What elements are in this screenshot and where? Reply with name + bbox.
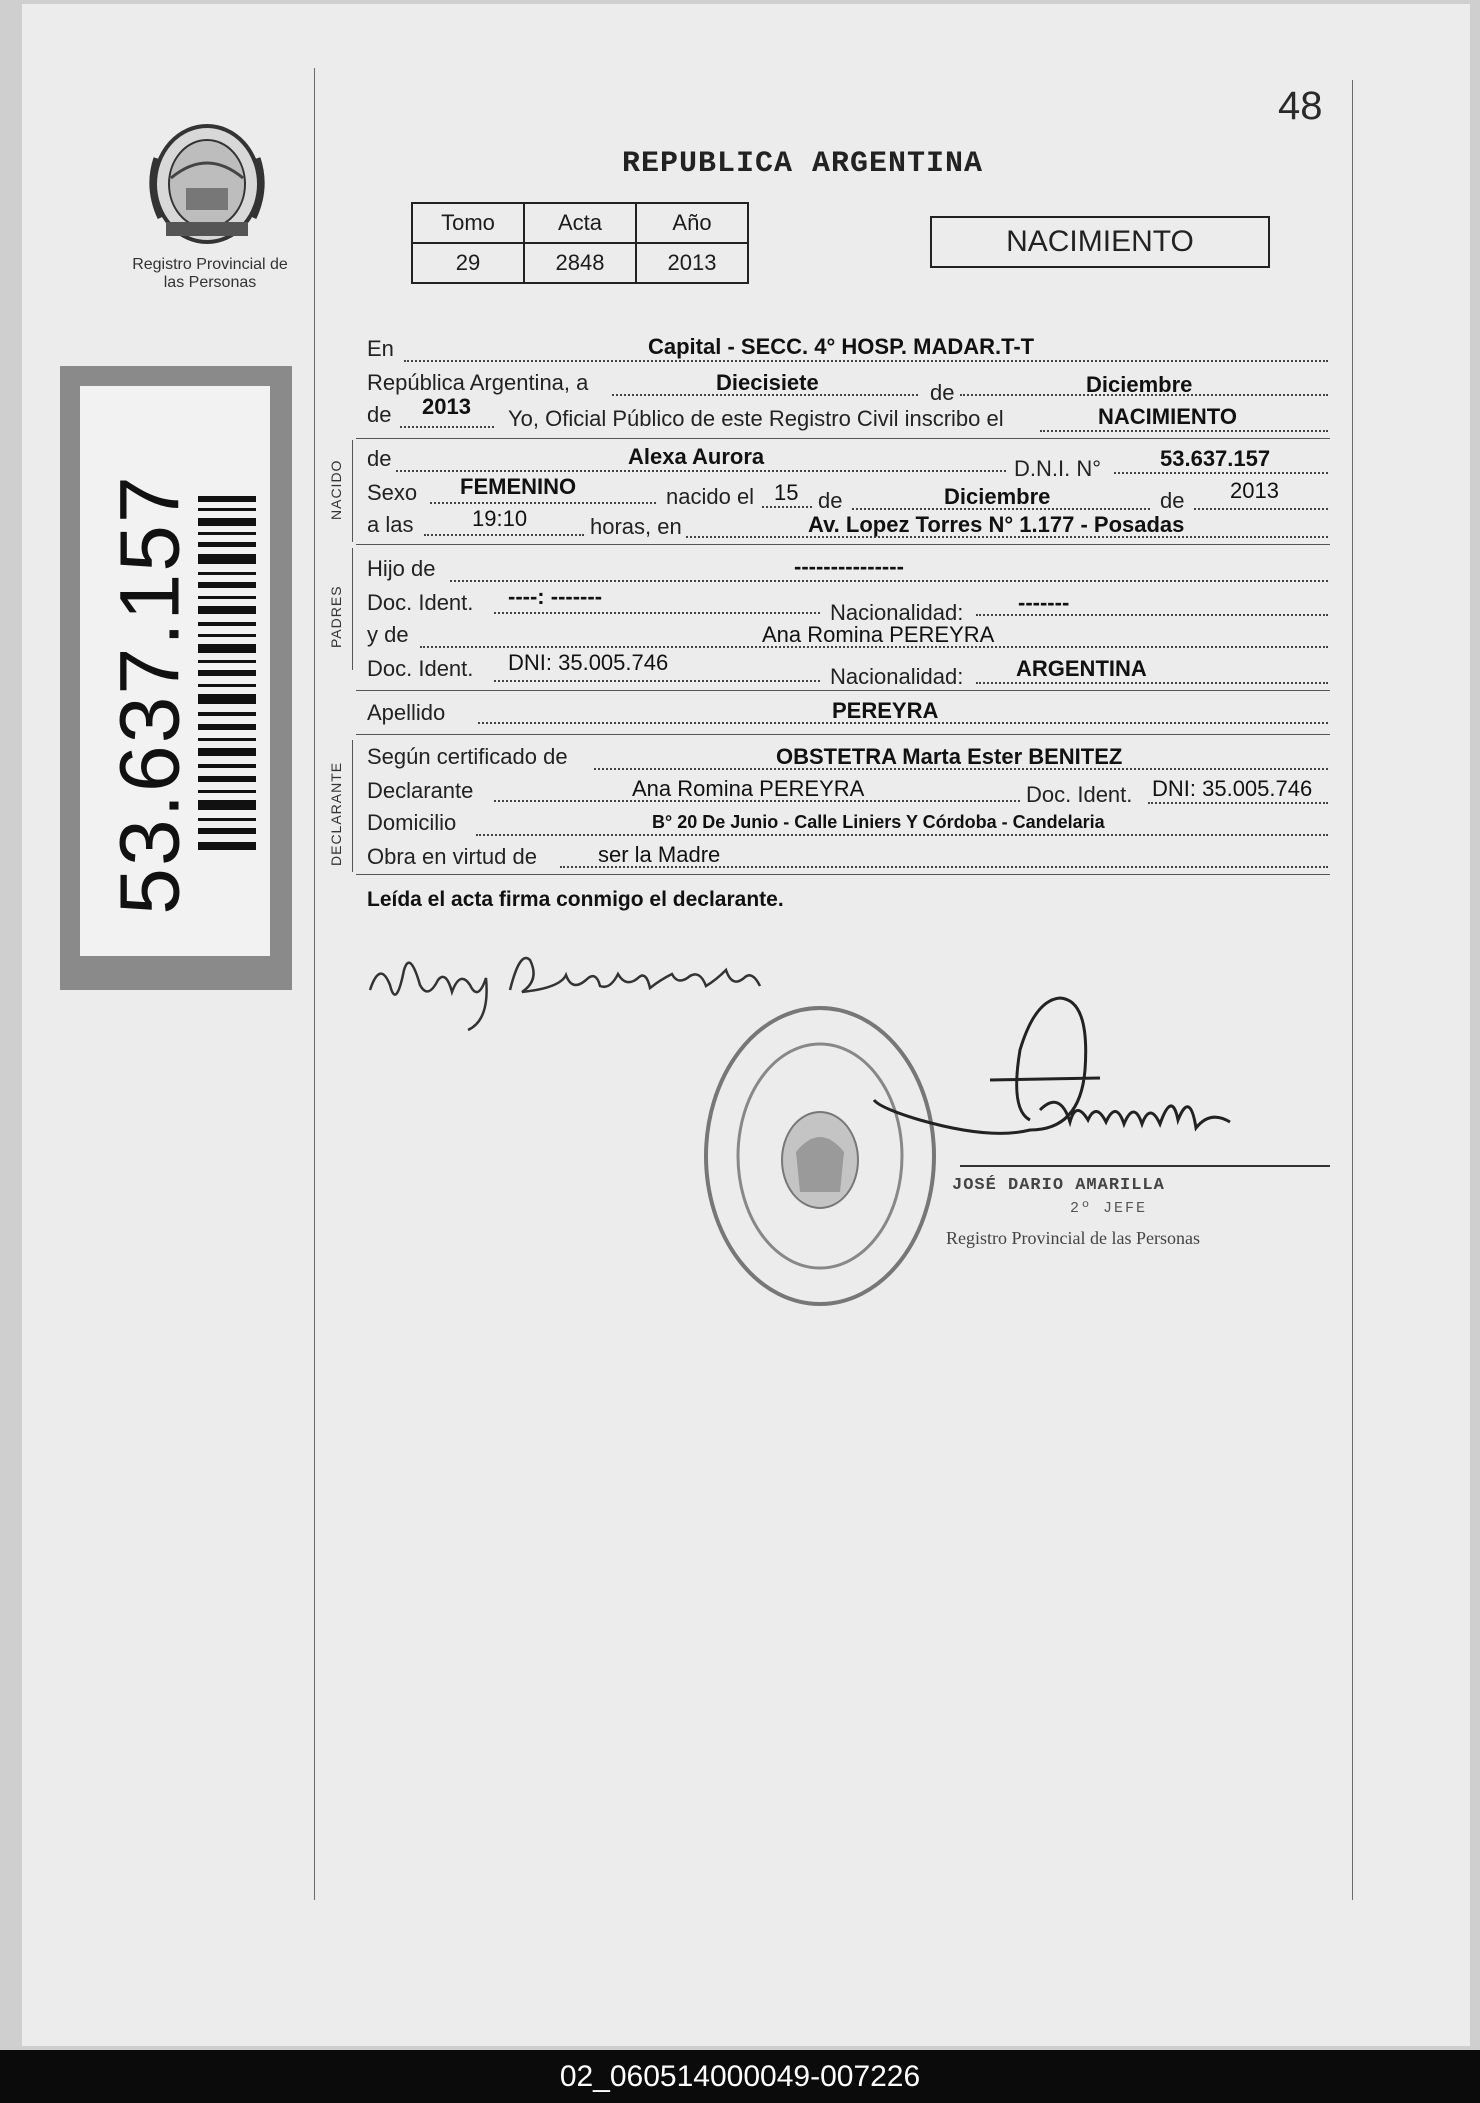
official-office: Registro Provincial de las Personas — [946, 1228, 1200, 1248]
lugar-value: Av. Lopez Torres N° 1.177 - Posadas — [808, 512, 1185, 537]
declarante-bracket — [352, 740, 353, 872]
doc-ident-madre-line — [494, 680, 820, 682]
madre-value: Ana Romina PEREYRA — [762, 622, 995, 647]
barcode-panel — [80, 386, 270, 956]
dni-line — [1114, 472, 1328, 474]
republica-label: República Argentina, a — [367, 370, 589, 395]
doc-ident-label: Doc. Ident. — [367, 590, 474, 615]
official-name: JOSÉ DARIO AMARILLA — [952, 1176, 1165, 1195]
doc-ident-label-3: Doc. Ident. — [1026, 782, 1133, 807]
doc-ident-padre-line — [494, 612, 820, 614]
a-las-label: a las — [367, 512, 414, 537]
declarante-dni-line — [1148, 802, 1328, 804]
nacionalidad-label: Nacionalidad: — [830, 600, 964, 625]
obra-label: Obra en virtud de — [367, 844, 537, 869]
domicilio-line — [476, 834, 1328, 836]
sexo-label: Sexo — [367, 480, 418, 505]
nacido-year: 2013 — [1230, 478, 1279, 503]
hora-value: 19:10 — [472, 506, 528, 531]
nacido-name-line — [396, 470, 1006, 472]
nacido-de-label-3: de — [1160, 488, 1185, 513]
nacido-day-line — [762, 506, 812, 508]
separator-5 — [356, 874, 1330, 875]
official-signature-icon — [860, 990, 1340, 1190]
segun-value: OBSTETRA Marta Ester BENITEZ — [776, 744, 1123, 769]
right-margin-line — [1352, 80, 1353, 1900]
nacido-day: 15 — [774, 480, 799, 505]
nacido-de-label-2: de — [818, 488, 843, 513]
barcode-label — [60, 366, 292, 990]
horas-en-label: horas, en — [590, 514, 682, 539]
left-margin-line — [314, 68, 315, 1900]
separator-1 — [356, 438, 1330, 439]
apellido-value: PEREYRA — [832, 698, 939, 723]
separator-3 — [356, 690, 1330, 691]
page-number: 48 — [1278, 84, 1323, 128]
y-de-label: y de — [367, 622, 409, 647]
en-line — [404, 360, 1328, 362]
header-anio: Año — [636, 203, 748, 243]
hijo-de-line — [450, 580, 1328, 582]
nacido-de-label: de — [367, 446, 392, 471]
declarante-value: Ana Romina PEREYRA — [632, 776, 865, 801]
record-type-box: NACIMIENTO — [930, 216, 1270, 268]
nacionalidad-madre: ARGENTINA — [1016, 656, 1147, 681]
declarante-label: Declarante — [367, 778, 474, 803]
year-prefix: de — [367, 402, 392, 427]
record-table — [411, 202, 749, 284]
dni-label: D.N.I. N° — [1014, 456, 1102, 481]
nacionalidad-padre: ------- — [1018, 590, 1070, 615]
republica-de-label: de — [930, 380, 955, 405]
header-acta: Acta — [524, 203, 636, 243]
section-padres: PADRES — [328, 585, 344, 648]
nacionalidad-label-2: Nacionalidad: — [830, 664, 964, 689]
nacionalidad-madre-line — [976, 682, 1328, 684]
doc-ident-madre: DNI: 35.005.746 — [508, 650, 669, 675]
en-label: En — [367, 336, 394, 361]
nacido-month: Diciembre — [944, 484, 1051, 509]
inscribo-line — [1040, 430, 1328, 432]
dni-value: 53.637.157 — [1160, 446, 1271, 471]
obra-value: ser la Madre — [598, 842, 721, 867]
nacido-el-label: nacido el — [666, 484, 755, 509]
registry-seal-icon — [146, 118, 268, 248]
nacido-name: Alexa Aurora — [628, 444, 765, 469]
barcode-bars-icon — [198, 496, 256, 856]
nacido-bracket — [352, 440, 353, 542]
doc-ident-label-2: Doc. Ident. — [367, 656, 474, 681]
inscribo-value: NACIMIENTO — [1098, 404, 1237, 429]
hora-line — [424, 534, 584, 536]
republica-month: Diciembre — [1086, 372, 1193, 397]
value-anio: 2013 — [636, 243, 748, 283]
segun-label: Según certificado de — [367, 744, 568, 769]
footer-code: 02_060514000049-007226 — [0, 2050, 1480, 2103]
barcode-number: 53.637.157 — [102, 474, 197, 915]
section-declarante: DECLARANTE — [328, 761, 344, 866]
hijo-de-value: --------------- — [794, 554, 904, 579]
registry-caption: Registro Provincial de las Personas — [132, 256, 288, 291]
sexo-value: FEMENINO — [460, 474, 577, 499]
header-tomo: Tomo — [412, 203, 524, 243]
document-title: REPUBLICA ARGENTINA — [622, 147, 984, 181]
year-line — [400, 426, 494, 428]
domicilio-value: B° 20 De Junio - Calle Liniers Y Córdoba - Candelaria — [652, 812, 1105, 832]
section-nacido: NACIDO — [328, 459, 344, 520]
domicilio-label: Domicilio — [367, 810, 457, 835]
declarante-dni: DNI: 35.005.746 — [1152, 776, 1313, 801]
separator-4 — [356, 734, 1330, 735]
padres-bracket — [352, 548, 353, 670]
separator-2 — [356, 544, 1330, 545]
doc-ident-padre: ----: ------- — [508, 584, 603, 609]
oficial-text: Yo, Oficial Público de este Registro Civil inscribo el — [508, 406, 1004, 431]
value-tomo: 29 — [412, 243, 524, 283]
official-role: 2º JEFE — [1070, 1200, 1148, 1217]
hijo-de-label: Hijo de — [367, 556, 436, 581]
republica-day: Diecisiete — [716, 370, 819, 395]
year-value: 2013 — [422, 394, 471, 419]
sexo-line — [430, 502, 656, 504]
nacido-year-line — [1194, 508, 1328, 510]
value-acta: 2848 — [524, 243, 636, 283]
en-value: Capital - SECC. 4° HOSP. MADAR.T-T — [648, 334, 1035, 359]
leida-text: Leída el acta firma conmigo el declarante. — [367, 888, 784, 911]
apellido-label: Apellido — [367, 700, 446, 725]
